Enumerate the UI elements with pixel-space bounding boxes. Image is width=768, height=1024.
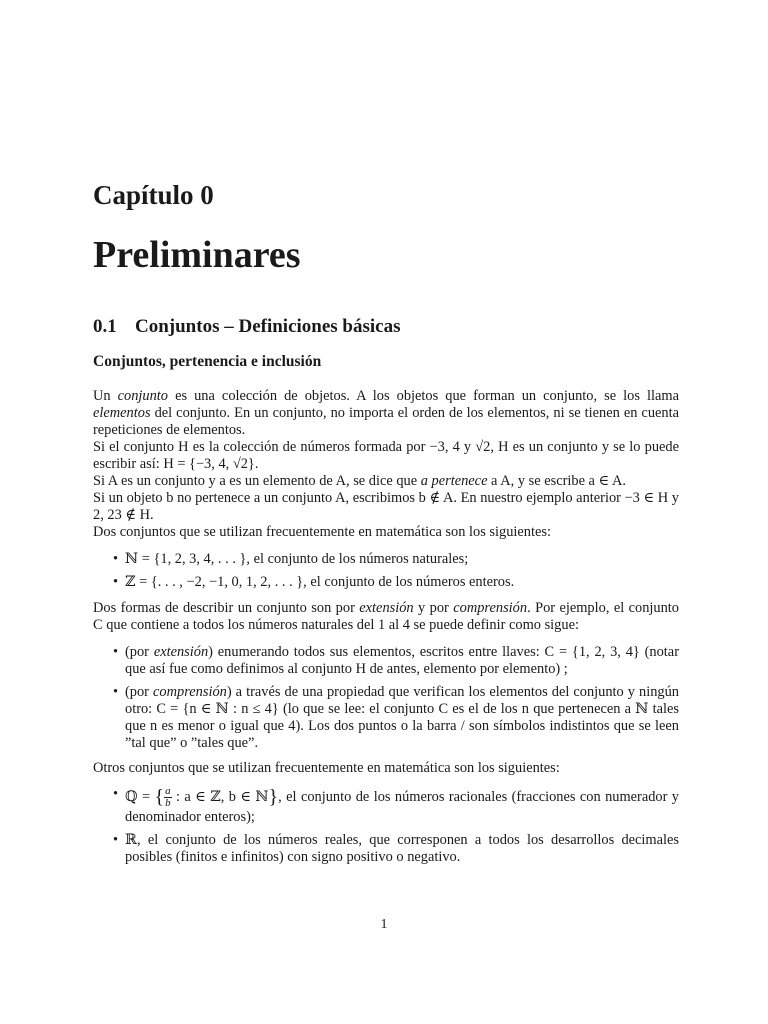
paragraph-forms [93,600,679,634]
list-item-text: ℕ = {1, 2, 3, 4, . . . }, el conjunto de los números naturales; [125,551,469,567]
list-item [93,684,679,752]
term-extension: extensión [153,644,209,660]
paragraph-other: Otros conjuntos que se utilizan frecuentemente en matemática son los siguientes: [93,760,560,776]
text-run: Un [93,388,118,404]
term-conjunto: conjunto [117,388,169,404]
paragraph-frequent-sets: Dos conjuntos que se utilizan frecuentemente en matemática son los siguientes: [93,524,551,540]
text-run: (por [125,644,154,660]
paragraph-description-forms [93,600,679,634]
paragraph-pertenece [93,473,679,490]
list-item-text: ℤ = {. . . , −2, −1, 0, 1, 2, . . . }, el conjunto de los números enteros. [125,574,515,590]
text-run: es una colección de objetos. A los objetos que forman un conjunto, se los llama [168,388,679,404]
text-run: a A, y se escribe a ∈ A. [487,473,626,489]
paragraph-example-h: Si el conjunto H es la colección de números formada por −3, 4 y √2, H es un conjunto y se lo puede escribir así: H = {−3, 4, √2}. [93,439,679,472]
term-pertenece: a pertenece [420,473,488,489]
list-other-sets [93,786,679,872]
text-run: ) a través de una propiedad que verifican los elementos del conjunto y ningún otro: C = {n ∈ ℕ : n ≤ 4} (lo que se lee: el conjunto C es el de los n que pertenecen a ℕ tales que n es menor o igual que 4). Los dos puntos o la barra / son símbolos indistintos que se leen ”tal que” o ”tales que”. [125,684,680,751]
text-run: Dos formas de describir un conjunto son por [93,600,360,616]
text-run: ℚ = [125,788,155,805]
text-run: (por [125,684,154,700]
text-run: y por [413,600,454,616]
list-item [93,786,679,826]
list-item [93,574,679,591]
brace-open: { [154,786,165,808]
bullet-icon: • [113,786,119,802]
term-comprension: comprensión [453,600,528,616]
text-run: . Por ejemplo, el conjunto C que contiene a todos los números naturales del 1 al 4 se puede definir como sigue: [93,600,679,633]
bullet-icon: • [113,644,119,660]
list-item [93,832,679,866]
paragraph-other-sets [93,760,679,777]
bullet-icon: • [113,551,119,567]
bullet-icon: • [113,684,119,700]
list-item [93,644,679,678]
list-basic-sets [93,551,679,597]
brace-close: } [268,786,279,808]
subsection-heading: Conjuntos, pertenencia e inclusión [93,353,322,370]
section-heading [93,316,401,338]
text-run: : a ∈ ℤ, b ∈ ℕ [171,788,269,805]
term-extension: extensión [359,600,414,616]
intro-paragraphs [93,388,679,541]
bullet-icon: • [113,574,119,590]
section-number: 0.1 [93,316,117,337]
term-elementos: elementos [93,405,151,421]
text-run: , el conjunto de los números racionales (fracciones con numerador y denominador enteros); [125,788,680,825]
fraction [164,786,172,809]
page-number: 1 [380,917,388,932]
fraction-numerator: a [165,785,171,797]
paragraph-no-pertenece: Si un objeto b no pertenece a un conjunto A, escribimos b ∉ A. En nuestro ejemplo anterior −3 ∈ H y 2, 23 ∉ H. [93,490,679,523]
list-item-text: ℝ, el conjunto de los números reales, que corresponen a todos los desarrollos decimales posibles (finitos e infinitos) con signo positivo o negativo. [125,832,679,865]
chapter-label: Capítulo 0 [93,180,214,210]
chapter-title: Preliminares [93,234,301,276]
list-item [93,551,679,568]
term-comprension: comprensión [153,684,227,700]
paragraph-definition [93,388,679,439]
text-run: del conjunto. En un conjunto, no importa el orden de los elementos, ni se tienen en cuenta repeticiones de elementos. [93,405,679,438]
section-title: Conjuntos – Definiciones básicas [135,316,401,337]
bullet-icon: • [113,832,119,848]
fraction-denominator: b [165,797,171,809]
text-run: Si A es un conjunto y a es un elemento de A, se dice que [93,473,421,489]
text-run: ) enumerando todos sus elementos, escritos entre llaves: C = {1, 2, 3, 4} (notar que así fue como definimos al conjunto H de antes, elemento por elemento) ; [125,644,679,677]
list-description-forms [93,644,679,758]
